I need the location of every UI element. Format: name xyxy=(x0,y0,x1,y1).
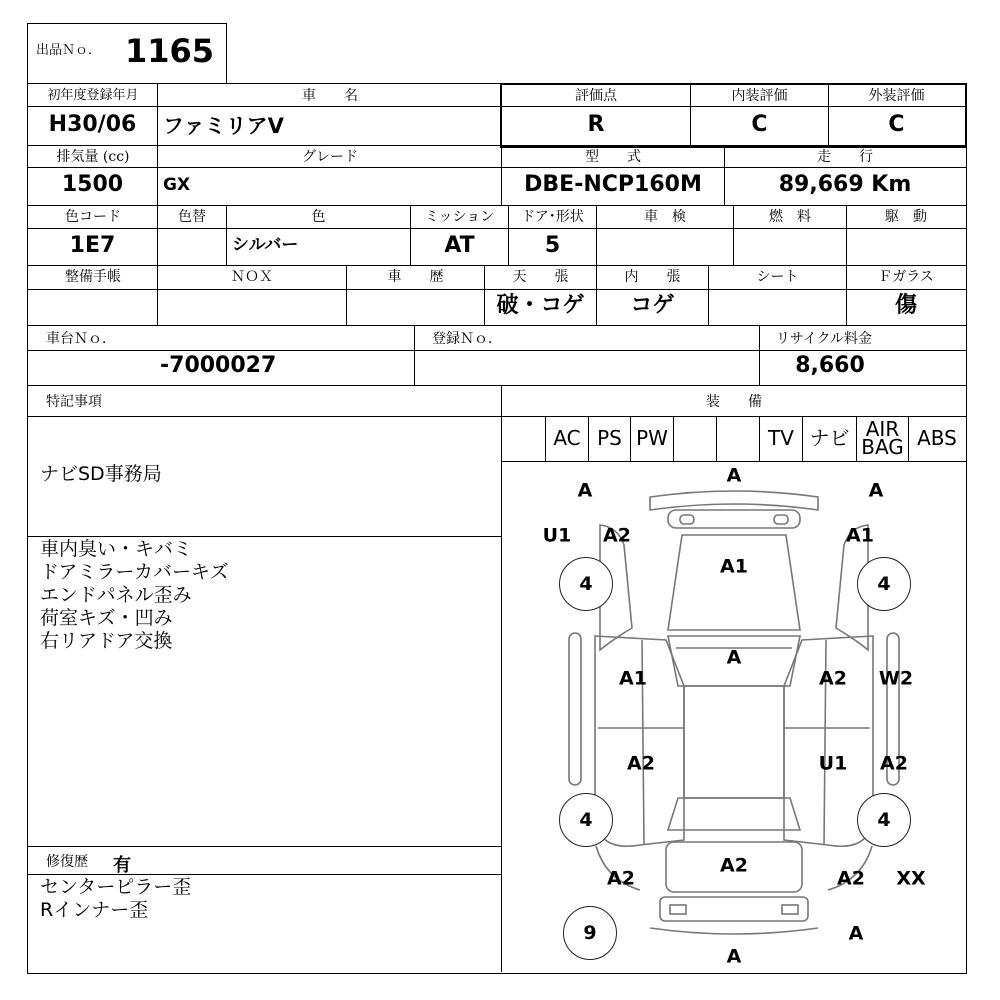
label-seat: シート xyxy=(756,269,799,285)
value-mileage: 89,669 Km xyxy=(778,172,912,197)
repair-line: Rインナー歪 xyxy=(40,899,149,921)
divider xyxy=(157,145,158,205)
label-interior: 内装評価 xyxy=(731,88,788,104)
value-model: DBE-NCP160M xyxy=(524,172,702,197)
notes-line: 車内臭い・キバミ xyxy=(40,538,193,560)
label-grade: グレード xyxy=(302,149,358,165)
value-recycle: 8,660 xyxy=(795,353,865,378)
label-inner: 内 張 xyxy=(624,269,681,285)
tire-rear-left: 4 xyxy=(559,793,613,847)
lot-label: 出品Ｎｏ． xyxy=(36,43,102,58)
equipment-cell: AC xyxy=(553,426,581,450)
divider xyxy=(27,265,967,266)
value-grade: GX xyxy=(163,175,191,195)
divider xyxy=(27,874,501,875)
value-displacement: 1500 xyxy=(61,172,124,197)
value-interior: C xyxy=(751,112,768,137)
divider xyxy=(27,325,967,326)
label-color: 色 xyxy=(311,209,326,225)
label-color-change: 色替 xyxy=(178,209,206,225)
label-drive: 駆 動 xyxy=(885,209,927,225)
damage-code: A2 xyxy=(603,524,631,547)
damage-code: U1 xyxy=(818,752,848,775)
damage-code: XX xyxy=(896,867,926,890)
divider xyxy=(27,167,967,168)
damage-code: A xyxy=(577,479,593,502)
value-first-reg: H30/06 xyxy=(48,112,137,137)
label-first-reg: 初年度登録年月 xyxy=(47,88,139,103)
value-repair: 有 xyxy=(113,855,131,876)
label-roof: 天 張 xyxy=(512,269,569,285)
notes-line: 右リアドア交換 xyxy=(40,630,173,652)
divider xyxy=(414,325,415,385)
equipment-cell: ABS xyxy=(917,426,957,450)
notes-line: ドアミラーカバーキズ xyxy=(40,561,229,583)
lot-number: 1165 xyxy=(125,32,215,70)
value-roof: 破・コゲ xyxy=(496,293,585,318)
value-door-shape: 5 xyxy=(544,233,561,258)
label-notes: 特記事項 xyxy=(46,394,102,410)
value-color: シルバー xyxy=(232,235,299,255)
label-reg-no: 登録Ｎｏ． xyxy=(432,331,502,347)
divider xyxy=(27,536,501,537)
damage-code: A2 xyxy=(837,867,865,890)
label-score: 評価点 xyxy=(575,88,617,104)
label-displacement: 排気量 (cc) xyxy=(56,149,130,165)
label-car-name: 車 名 xyxy=(302,88,358,104)
equipment-cell: PS xyxy=(597,426,622,450)
divider xyxy=(27,289,967,290)
damage-code: A xyxy=(726,646,742,669)
damage-code: A xyxy=(726,464,742,487)
divider xyxy=(157,84,158,145)
equipment-cell: TV xyxy=(768,426,794,450)
value-car-name: ファミリアV xyxy=(163,114,284,138)
value-mission: AT xyxy=(444,233,475,258)
value-inner: コゲ xyxy=(630,293,675,318)
divider xyxy=(27,228,967,229)
tire-rear-right: 4 xyxy=(857,793,911,847)
divider xyxy=(27,205,967,206)
label-inspection: 車 検 xyxy=(644,209,686,225)
equipment-cell xyxy=(502,417,545,460)
damage-code: A2 xyxy=(607,867,635,890)
damage-code: A1 xyxy=(846,524,874,547)
tire-front-right: 4 xyxy=(857,557,911,611)
damage-code: A1 xyxy=(619,667,647,690)
label-exterior: 外装評価 xyxy=(868,88,925,104)
label-maintenance: 整備手帳 xyxy=(65,269,121,285)
equipment-cell: AIR BAG xyxy=(861,417,904,459)
value-chassis: -7000027 xyxy=(160,353,277,378)
value-exterior: C xyxy=(888,112,905,137)
label-chassis: 車台Ｎｏ． xyxy=(46,331,116,347)
divider xyxy=(27,385,967,386)
damage-code: A2 xyxy=(819,667,847,690)
damage-code: A2 xyxy=(880,752,908,775)
damage-code: A2 xyxy=(720,854,748,877)
damage-code: A xyxy=(848,922,864,945)
value-color-code: 1E7 xyxy=(69,233,116,258)
label-repair: 修復歴 xyxy=(46,854,88,870)
car-diagram xyxy=(502,462,965,971)
label-mileage: 走 行 xyxy=(817,149,873,165)
value-score: R xyxy=(587,112,605,137)
equipment-cell xyxy=(674,417,716,460)
label-equipment: 装 備 xyxy=(706,394,762,410)
label-recycle: リサイクル料金 xyxy=(776,331,873,347)
notes-line: エンドパネル歪み xyxy=(40,584,192,606)
tire-front-left: 4 xyxy=(559,557,613,611)
damage-code: U1 xyxy=(542,524,572,547)
label-model: 型 式 xyxy=(585,149,641,165)
equipment-cell: ナビ xyxy=(809,426,850,450)
damage-code: A xyxy=(868,479,884,502)
notes-line: 荷室キズ・凹み xyxy=(40,607,173,629)
equipment-cell: PW xyxy=(636,426,668,450)
label-glass: Ｆガラス xyxy=(878,269,934,285)
damage-code: A xyxy=(726,945,742,968)
tire-spare: 9 xyxy=(563,906,617,960)
equipment-cell xyxy=(717,417,759,460)
divider xyxy=(27,846,501,847)
label-mission: ミッション xyxy=(424,209,495,225)
damage-code: A2 xyxy=(627,752,655,775)
label-history: 車 歴 xyxy=(387,269,444,285)
label-color-code: 色コード xyxy=(65,209,121,225)
label-door-shape: ドア･形状 xyxy=(521,209,584,225)
label-nox: ＮＯＸ xyxy=(231,269,273,285)
label-fuel: 燃 料 xyxy=(769,209,811,225)
value-glass: 傷 xyxy=(894,293,917,318)
divider xyxy=(27,350,967,351)
damage-code: W2 xyxy=(878,667,914,690)
repair-line: センターピラー歪 xyxy=(40,876,192,898)
damage-code: A1 xyxy=(720,555,748,578)
notes-top-line: ナビSD事務局 xyxy=(40,463,162,485)
